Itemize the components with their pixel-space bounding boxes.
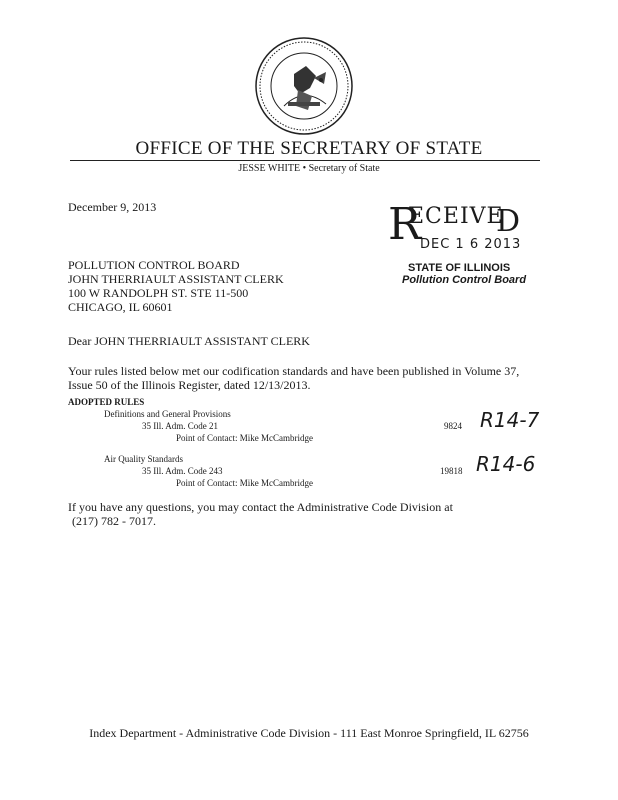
rule-2-code: 35 Ill. Adm. Code 243 [142, 466, 223, 476]
rule-1-code: 35 Ill. Adm. Code 21 [142, 421, 218, 431]
address-line-3: 100 W RANDOLPH ST. STE 11-500 [68, 286, 249, 300]
rules-heading: ADOPTED RULES [68, 397, 145, 407]
rule-2-contact: Point of Contact: Mike McCambridge [176, 478, 313, 488]
stamp-state: STATE OF ILLINOIS [408, 262, 511, 274]
stamp-received-r: R [388, 199, 422, 250]
address-line-4: CHICAGO, IL 60601 [68, 300, 173, 314]
body-line-1: Your rules listed below met our codification standards and have been published in Volume 37, [68, 364, 520, 378]
rule-1-contact: Point of Contact: Mike McCambridge [176, 433, 313, 443]
letterhead-divider [70, 160, 540, 161]
closing-line-2: (217) 782 - 7017. [72, 514, 156, 528]
rule-2-page: 19818 [440, 466, 463, 476]
body-line-2: Issue 50 of the Illinois Register, dated 12/13/2013. [68, 378, 311, 392]
stamp-date: DEC 1 6 2013 [420, 237, 522, 252]
address-line-2: JOHN THERRIAULT ASSISTANT CLERK [68, 272, 284, 286]
state-seal-image [254, 36, 354, 136]
salutation: Dear JOHN THERRIAULT ASSISTANT CLERK [68, 334, 310, 348]
rule-2-handwritten-note: R14-6 [476, 452, 536, 476]
secretary-name: JESSE WHITE • Secretary of State [238, 163, 380, 174]
page-footer: Index Department - Administrative Code Division - 111 East Monroe Springfield, IL 62756 [89, 726, 529, 740]
rule-2-title: Air Quality Standards [104, 454, 183, 464]
letter-date: December 9, 2013 [68, 200, 157, 214]
rule-1-handwritten-note: R14-7 [480, 408, 540, 432]
rule-1-title: Definitions and General Provisions [104, 409, 231, 419]
rule-1-page: 9824 [444, 421, 462, 431]
office-title: OFFICE OF THE SECRETARY OF STATE [135, 138, 483, 159]
stamp-board: Pollution Control Board [402, 274, 527, 286]
address-line-1: POLLUTION CONTROL BOARD [68, 258, 240, 272]
closing-line-1: If you have any questions, you may contact the Administrative Code Division at [68, 500, 453, 514]
stamp-received-middle: ECEIVE [408, 204, 504, 229]
stamp-received-d: D [496, 204, 521, 239]
